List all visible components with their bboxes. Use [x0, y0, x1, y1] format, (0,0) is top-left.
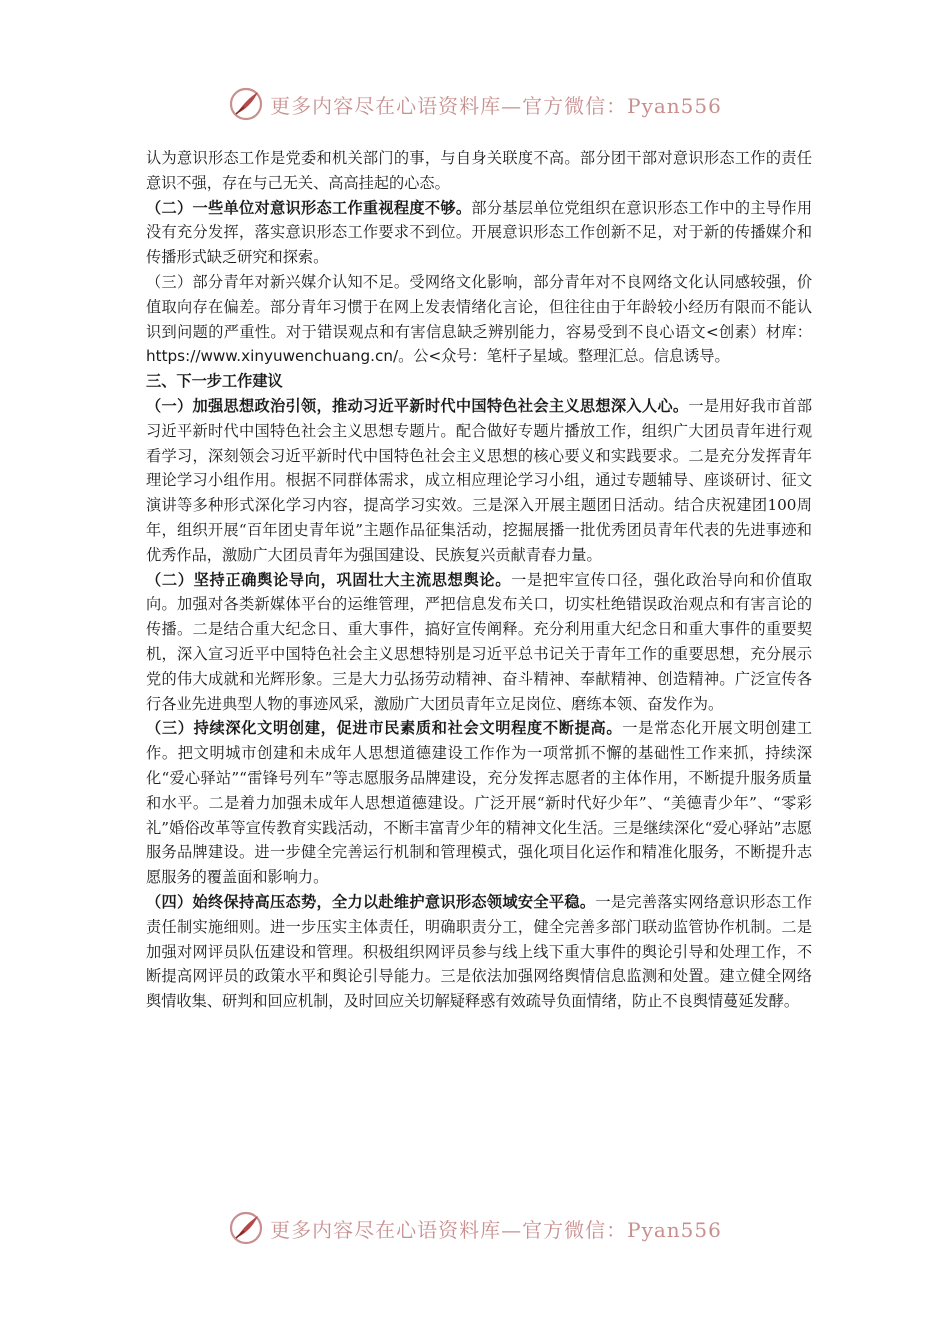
- paragraph-text: 一是常态化开展文明创建工作。把文明城市创建和未成年人思想道德建设工作作为一项常抓不懈的基础性工作来抓，持续深化“爱心驿站”“雷锋号列车”等志愿服务品牌建设，充分发挥志愿者的主体作用，不断提升服务质量和水平。二是着力加强未成年人思想道德建设。广泛开展“新时代好少年”、“美德青少年”、“零彩礼”婚俗改革等宣传教育实践活动，不断丰富青少年的精神文化生活。三是继续深化“爱心驿站”志愿服务品牌建设。进一步健全完善运行机制和管理模式，强化项目化运作和精准化服务，不断提升志愿服务的覆盖面和影响力。: [146, 719, 813, 887]
- paragraph-text: 一是用好我市首部习近平新时代中国特色社会主义思想专题片。配合做好专题片播放工作，组织广大团员青年进行观看学习，深刻领会习近平新时代中国特色社会主义思想的核心要义和实践要求。二是充分发挥青年理论学习小组作用。根据不同群体需求，成立相应理论学习小组，通过专题辅导、座谈研讨、征文演讲等多种形式深化学习内容，提高学习实效。三是深入开展主题团日活动。结合庆祝建团100周年，组织开展“百年团史青年说”主题作品征集活动，挖掘展播一批优秀团员青年代表的先进事迹和优秀作品，激励广大团员青年为强国建设、民族复兴贡献青春力量。: [146, 396, 813, 564]
- paragraph-lead: （四）始终保持高压态势，全力以赴维护意识形态领域安全平稳。: [146, 892, 596, 911]
- paragraph-lead: （三）持续深化文明创建，促进市民素质和社会文明程度不断提高。: [146, 719, 623, 738]
- paragraph-lead: （二）一些单位对意识形态工作重视程度不够。: [146, 198, 472, 217]
- section-heading: [146, 369, 812, 394]
- paragraph-7: [146, 716, 812, 890]
- footer-watermark-banner: [0, 1208, 950, 1248]
- paragraph-text: 一是完善落实网络意识形态工作责任制实施细则。进一步压实主体责任，明确职责分工，健全完善多部门联动监管协作机制。二是加强对网评员队伍建设和管理。积极组织网评员参与线上线下重大事件的舆论引导和处理工作，不断提高网评员的政策水平和舆论引导能力。三是依法加强网络舆情信息监测和处置。建立健全网络舆情收集、研判和回应机制，及时回应关切解疑释惑有效疏导负面情绪，防止不良舆情蔓延发酵。: [146, 892, 813, 1011]
- pen-feather-logo-icon: [228, 1210, 264, 1246]
- header-watermark-text: 更多内容尽在心语资料库—官方微信：Pyan556: [270, 93, 722, 118]
- paragraph-lead: （一）加强思想政治引领，推动习近平新时代中国特色社会主义思想深入人心。: [146, 396, 689, 415]
- paragraph-text: 认为意识形态工作是党委和机关部门的事，与自身关联度不高。部分团干部对意识形态工作的责任意识不强，存在与己无关、高高挂起的心态。: [146, 149, 812, 192]
- paragraph-3: [146, 270, 812, 369]
- header-watermark-banner: [0, 84, 950, 124]
- paragraph-1: [146, 146, 812, 196]
- paragraph-text: 一是把牢宣传口径，强化政治导向和价值取向。加强对各类新媒体平台的运维管理，严把信息发布关口，切实杜绝错误政治观点和有害言论的传播。二是结合重大纪念日、重大事件，搞好宣传阐释。充分利用重大纪念日和重大事件的重要契机，深入宣习近平中国特色社会主义思想特别是习近平总书记关于青年工作的重要思想，充分展示党的伟大成就和光辉形象。三是大力弘扬劳动精神、奋斗精神、奉献精神、创造精神。广泛宣传各行各业先进典型人物的事迹风采，激励广大团员青年立足岗位、磨练本领、奋发作为。: [146, 570, 813, 713]
- paragraph-6: [146, 568, 812, 717]
- pen-feather-logo-icon: [228, 86, 264, 122]
- paragraph-8: [146, 890, 812, 1014]
- section-heading-text: 三、下一步工作建议: [146, 372, 283, 391]
- footer-watermark-text: 更多内容尽在心语资料库—官方微信：Pyan556: [270, 1217, 722, 1242]
- paragraph-2: [146, 196, 812, 270]
- paragraph-text: 部分基层单位党组织在意识形态工作中的主导作用没有充分发挥，落实意识形态工作要求不到位。开展意识形态工作创新不足，对于新的传播媒介和传播形式缺乏研究和探索。: [146, 198, 813, 267]
- paragraph-text: （三）部分青年对新兴媒介认知不足。受网络文化影响，部分青年对不良网络文化认同感较强，价值取向存在偏差。部分青年习惯于在网上发表情绪化言论，但往往由于年龄较小经历有限而不能认识到问题的严重性。对于错误观点和有害信息缺乏辨别能力，容易受到不良心语文<创素）材库：https://www.xinyuwenchuang.cn/。公<众号：笔杆子星域。整理汇总。信息诱导。: [146, 272, 812, 366]
- document-body: [146, 146, 812, 1014]
- paragraph-5: [146, 394, 812, 568]
- paragraph-lead: （二）坚持正确舆论导向，巩固壮大主流思想舆论。: [146, 570, 512, 589]
